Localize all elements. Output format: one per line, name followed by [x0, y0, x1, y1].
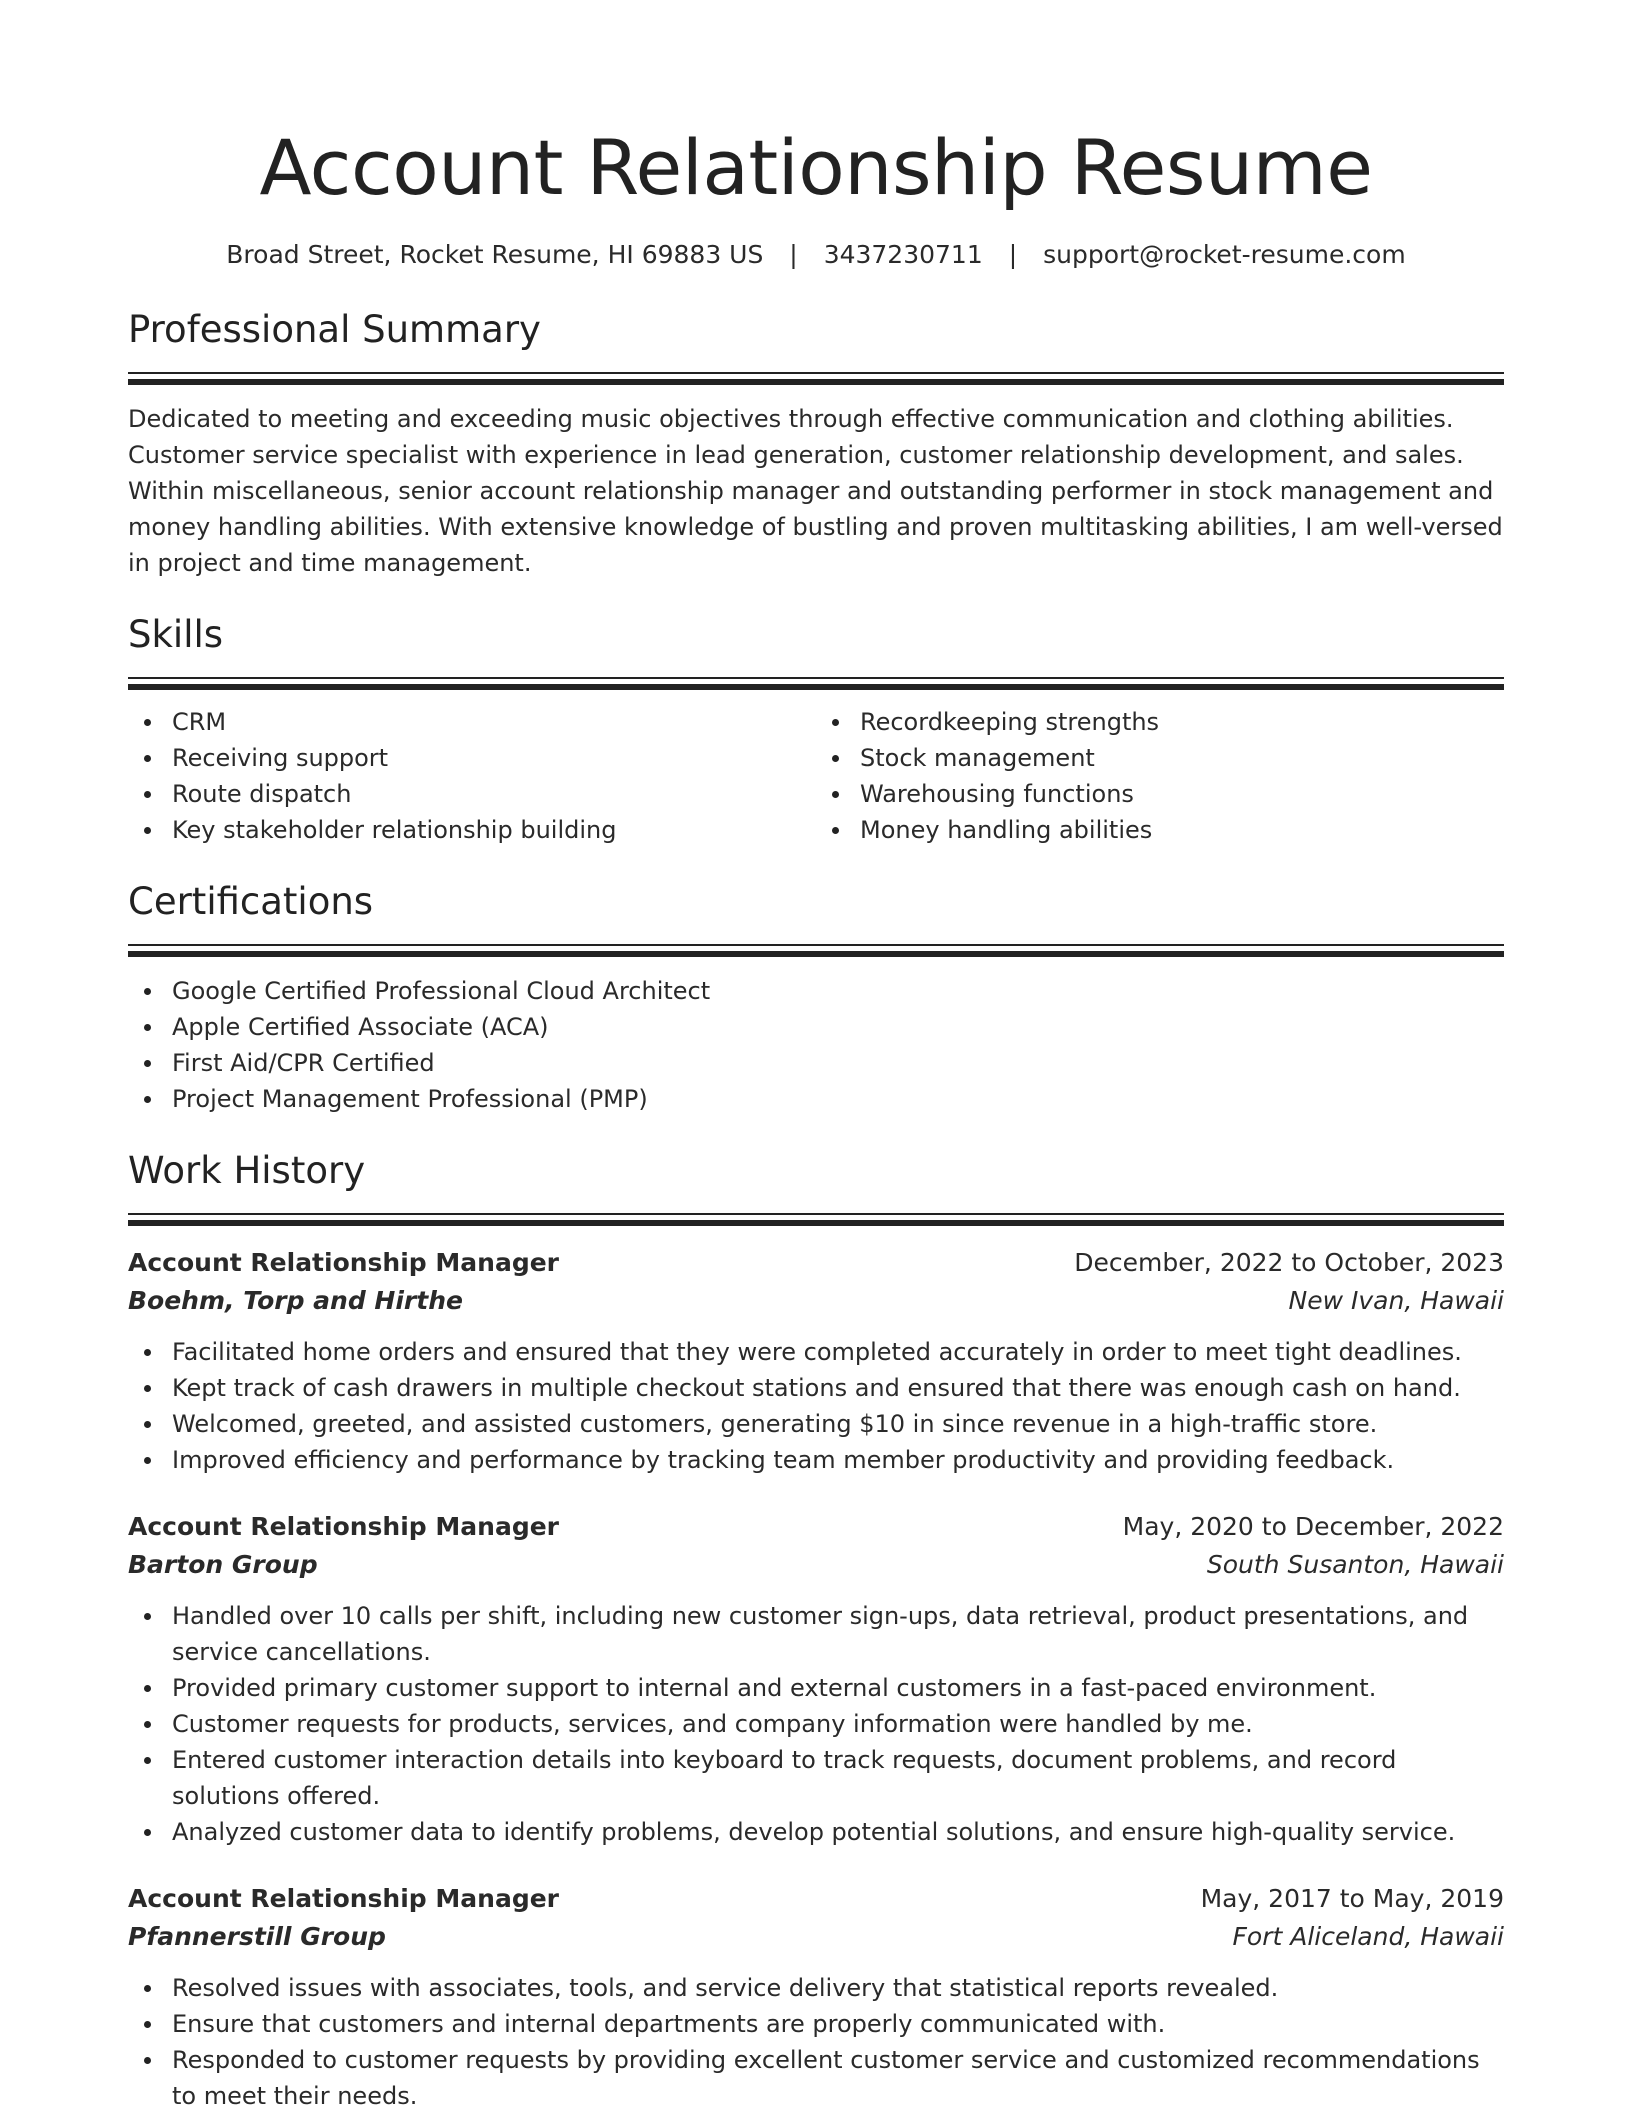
skills-section: [128, 611, 1504, 848]
job-bullet: Facilitated home orders and ensured that they were completed accurately in order to meet tight deadlines.: [128, 1334, 1504, 1370]
section-divider: [128, 372, 1504, 385]
job-company-row: [128, 1546, 1504, 1584]
work-history-heading: Work History: [128, 1149, 366, 1192]
section-divider: [128, 1213, 1504, 1226]
job-bullet: Customer requests for products, services, and company information were handled by me.: [128, 1706, 1504, 1742]
skills-heading: Skills: [128, 613, 224, 656]
job-company-row: [128, 1282, 1504, 1320]
job-title: Account Relationship Manager: [128, 1884, 559, 1913]
section-divider: [128, 677, 1504, 690]
contact-phone: 3437230711: [823, 240, 983, 269]
skill-item: Recordkeeping strengths: [816, 704, 1504, 740]
job-company: Pfannerstill Group: [128, 1922, 386, 1951]
skill-item: Receiving support: [128, 740, 816, 776]
section-divider: [128, 944, 1504, 957]
job-entry: [128, 1880, 1504, 2114]
job-company-row: [128, 1918, 1504, 1956]
job-title: Account Relationship Manager: [128, 1512, 559, 1541]
certification-item: Apple Certified Associate (ACA): [128, 1009, 1504, 1045]
job-bullet: Handled over 10 calls per shift, including new customer sign-ups, data retrieval, product presentations, and service cancellations.: [128, 1598, 1504, 1670]
summary-heading: Professional Summary: [128, 308, 541, 351]
job-bullet: Ensure that customers and internal departments are properly communicated with.: [128, 2006, 1504, 2042]
skill-item: Stock management: [816, 740, 1504, 776]
job-location: South Susanton, Hawaii: [1206, 1550, 1504, 1579]
job-bullet: Analyzed customer data to identify problems, develop potential solutions, and ensure high-quality service.: [128, 1814, 1504, 1850]
job-bullet: Improved efficiency and performance by tracking team member productivity and providing feedback.: [128, 1442, 1504, 1478]
job-bullet: Resolved issues with associates, tools, and service delivery that statistical reports revealed.: [128, 1970, 1504, 2006]
certifications-heading: Certifications: [128, 880, 374, 923]
job-bullet: Responded to customer requests by providing excellent customer service and customized recommendations to meet their needs.: [128, 2042, 1504, 2114]
job-bullet: Welcomed, greeted, and assisted customers, generating $10 in since revenue in a high-traffic store.: [128, 1406, 1504, 1442]
page-title: Account Relationship Resume: [259, 123, 1373, 212]
job-dates: May, 2017 to May, 2019: [1200, 1884, 1504, 1913]
contact-separator: |: [1008, 240, 1018, 269]
certifications-list: [128, 973, 1504, 1117]
skill-item: Key stakeholder relationship building: [128, 812, 816, 848]
job-header-row: [128, 1880, 1504, 1918]
certifications-section: [128, 878, 1504, 1117]
skill-item: Money handling abilities: [816, 812, 1504, 848]
job-bullets: [128, 1598, 1504, 1850]
contact-separator: |: [789, 240, 798, 269]
resume-page: [128, 118, 1504, 2114]
skill-item: Route dispatch: [128, 776, 816, 812]
job-header-row: [128, 1508, 1504, 1546]
contact-address: Broad Street, Rocket Resume, HI 69883 US: [226, 240, 764, 269]
skills-list-left: [128, 704, 816, 848]
skill-item: CRM: [128, 704, 816, 740]
job-title: Account Relationship Manager: [128, 1248, 559, 1277]
job-entry: [128, 1244, 1504, 1478]
certification-item: First Aid/CPR Certified: [128, 1045, 1504, 1081]
skills-list-right: [816, 704, 1504, 848]
job-dates: December, 2022 to October, 2023: [1074, 1248, 1504, 1277]
work-history-section: [128, 1147, 1504, 2114]
job-header-row: [128, 1244, 1504, 1282]
contact-line: [128, 238, 1504, 272]
job-entry: [128, 1508, 1504, 1850]
summary-text: Dedicated to meeting and exceeding music objectives through effective communication and clothing abilities. Customer service specialist with experience in lead generation, customer relationship development, and sales. Within miscellaneous, senior account relationship manager and outstanding performer in stock management and money handling abilities. With extensive knowledge of bustling and proven multitasking abilities, I am well-versed in project and time management.: [128, 405, 1503, 577]
job-bullets: [128, 1334, 1504, 1478]
job-company: Barton Group: [128, 1550, 318, 1579]
job-location: Fort Aliceland, Hawaii: [1232, 1922, 1504, 1951]
job-location: New Ivan, Hawaii: [1288, 1286, 1504, 1315]
certification-item: Google Certified Professional Cloud Architect: [128, 973, 1504, 1009]
job-bullet: Kept track of cash drawers in multiple checkout stations and ensured that there was enough cash on hand.: [128, 1370, 1504, 1406]
job-bullet: Entered customer interaction details into keyboard to track requests, document problems, and record solutions offered.: [128, 1742, 1504, 1814]
job-bullets: [128, 1970, 1504, 2114]
certification-item: Project Management Professional (PMP): [128, 1081, 1504, 1117]
summary-section: [128, 306, 1504, 581]
job-company: Boehm, Torp and Hirthe: [128, 1286, 463, 1315]
skill-item: Warehousing functions: [816, 776, 1504, 812]
job-dates: May, 2020 to December, 2022: [1122, 1512, 1504, 1541]
job-bullet: Provided primary customer support to internal and external customers in a fast-paced environment.: [128, 1670, 1504, 1706]
skills-grid: [128, 704, 1504, 848]
contact-email: support@rocket-resume.com: [1043, 240, 1406, 269]
